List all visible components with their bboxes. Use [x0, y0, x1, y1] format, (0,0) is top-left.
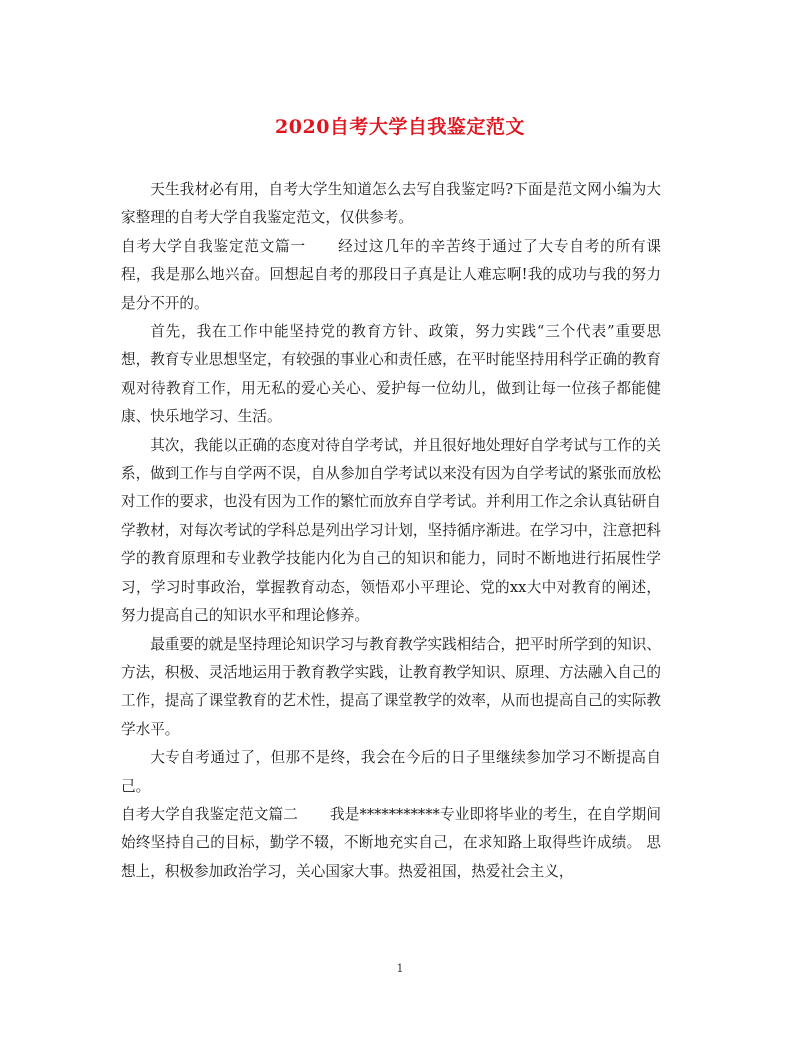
section-one-text: 经过这几年的辛苦终于通过了大专自考的所有课程，我是那么地兴奋。回想起自考的那段日子真是让人难忘啊!我的成功与我的努力是分不开的。 — [121, 237, 661, 312]
body-paragraph-fourth: 大专自考通过了，但那不是终，我会在今后的日子里继续参加学习不断提高自己。 — [121, 749, 661, 795]
body-paragraph-second: 其次，我能以正确的态度对待自学考试，并且很好地处理好自学考试与工作的关系，做到工作与自学两不误，自从参加自学考试以来没有因为自学考试的紧张而放松对工作的要求，也没有因为工作的繁忙而放弃自学考试。并利用工作之余认真钻研自学教材，对每次考试的学科总是列出学习计划，坚持循序渐进。在学习中，注意把科学的教育原理和专业教学技能内化为自己的知识和能力，同时不断地进行拓展性学习，学习时事政治，掌握教育动态，领悟邓小平理论、党的xx大中对教育的阐述，努力提高自己的知识水平和理论修养。 — [121, 436, 661, 625]
intro-paragraph: 天生我材必有用，自考大学生知道怎么去写自我鉴定吗?下面是范文网小编为大家整理的自考大学自我鉴定范文，仅供参考。 — [121, 181, 661, 227]
document-title: 2020自考大学自我鉴定范文 — [275, 116, 525, 138]
section-two-text: 我是***********专业即将毕业的考生，在自学期间始终坚持自己的目标，勤学不辍，不断地充实自己，在求知路上取得些许成绩。 思想上，积极参加政治学习，关心国家大事。热爱祖国，热爱社会主义， — [121, 805, 661, 880]
body-paragraph-third: 最重要的就是坚持理论知识学习与教育教学实践相结合，把平时所学到的知识、方法，积极、灵活地运用于教育教学实践，让教育教学知识、原理、方法融入自己的工作，提高了课堂教育的艺术性，提高了课堂教学的效率，从而也提高自己的实际教学水平。 — [121, 635, 661, 738]
section-one-paragraph — [121, 233, 661, 318]
section-two-paragraph — [121, 801, 661, 886]
document-body — [121, 176, 661, 886]
section-two-heading: 自考大学自我鉴定范文篇二 — [121, 805, 298, 823]
section-one-heading: 自考大学自我鉴定范文篇一 — [121, 237, 306, 255]
body-paragraph-first: 首先，我在工作中能坚持党的教育方针、政策，努力实践“三个代表”重要思想，教育专业思想坚定，有较强的事业心和责任感，在平时能坚持用科学正确的教育观对待教育工作，用无私的爱心关心、爱护每一位幼儿，做到让每一位孩子都能健康、快乐地学习、生活。 — [121, 323, 661, 426]
page-number: 1 — [396, 962, 404, 975]
